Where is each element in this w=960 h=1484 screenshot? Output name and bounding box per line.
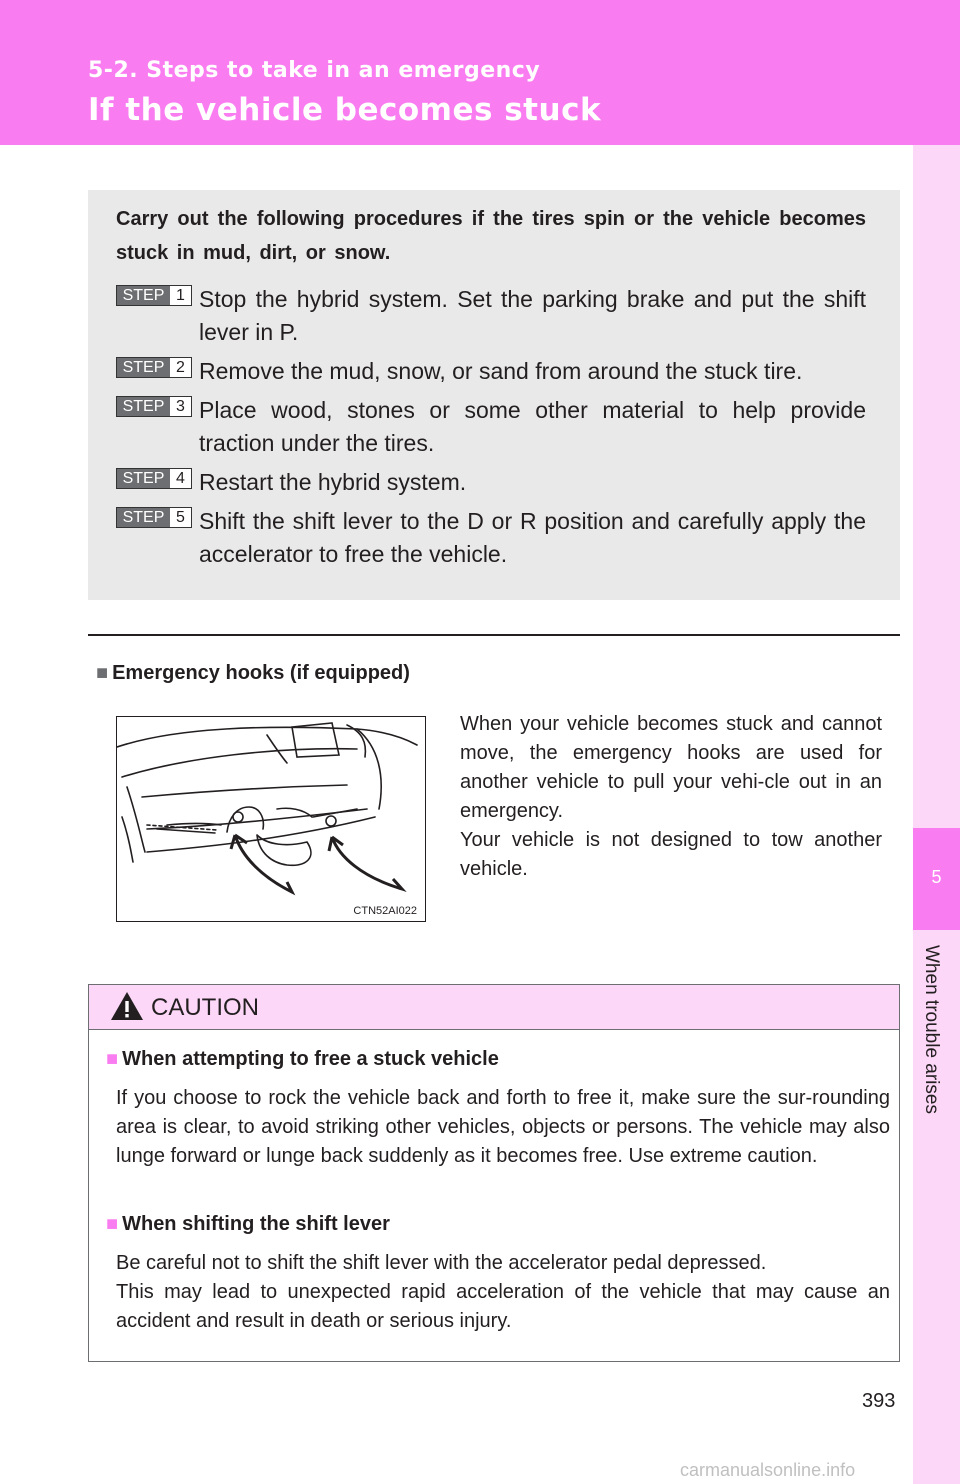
page-title: If the vehicle becomes stuck bbox=[88, 92, 602, 128]
caution-paragraph: Be careful not to shift the shift lever with the accelerator pedal depressed. bbox=[116, 1252, 767, 1274]
page-header bbox=[0, 0, 960, 145]
step-number: 1 bbox=[176, 287, 185, 304]
chapter-title-tab[interactable]: When trouble arises bbox=[921, 945, 942, 1114]
square-bullet-icon: ■ bbox=[96, 662, 109, 684]
step-number: 4 bbox=[176, 470, 185, 487]
emergency-hooks-heading bbox=[96, 662, 410, 685]
warning-triangle-icon bbox=[109, 990, 145, 1022]
caution-header bbox=[89, 985, 899, 1030]
step-4 bbox=[116, 466, 866, 499]
caution-paragraph: If you choose to rock the vehicle back and forth to free it, make sure the sur-rounding area is clear, to avoid striking other vehicles, objects or persons. The vehicle may also lunge forward or lunge back suddenly as it becomes free. Use extreme caution. bbox=[116, 1087, 890, 1167]
step-badge bbox=[116, 285, 192, 306]
caution-item-text bbox=[116, 1249, 890, 1336]
caution-paragraph: This may lead to unexpected rapid acceleration of the vehicle that may cause an accident and result in death or serious injury. bbox=[116, 1281, 890, 1332]
square-bullet-icon: ■ bbox=[106, 1048, 119, 1070]
square-bullet-icon: ■ bbox=[106, 1213, 119, 1235]
emergency-hooks-description bbox=[460, 710, 882, 884]
step-word: STEP bbox=[117, 358, 170, 377]
caution-box bbox=[88, 984, 900, 1362]
emergency-hooks-illustration bbox=[116, 716, 426, 922]
step-word: STEP bbox=[117, 508, 170, 527]
emergency-hooks-heading-text: Emergency hooks (if equipped) bbox=[112, 662, 410, 684]
step-badge bbox=[116, 507, 192, 528]
hooks-paragraph: When your vehicle becomes stuck and cannot move, the emergency hooks are used for another vehicle to pull your vehi-cle out in an emergency. bbox=[460, 713, 882, 822]
step-1 bbox=[116, 283, 866, 349]
caution-title: CAUTION bbox=[151, 994, 259, 1021]
section-label: 5-2. Steps to take in an emergency bbox=[88, 58, 541, 83]
step-text: Restart the hybrid system. bbox=[199, 469, 467, 495]
step-word: STEP bbox=[117, 286, 170, 305]
vehicle-underside-drawing bbox=[117, 717, 425, 921]
caution-item-title bbox=[106, 1048, 499, 1071]
step-badge bbox=[116, 396, 192, 417]
step-text: Remove the mud, snow, or sand from around the stuck tire. bbox=[199, 358, 803, 384]
caution-item-title-text: When attempting to free a stuck vehicle bbox=[122, 1048, 499, 1070]
step-5 bbox=[116, 505, 866, 571]
caution-item-text bbox=[116, 1084, 890, 1171]
watermark: carmanualsonline.info bbox=[680, 1460, 856, 1480]
figure-id: CTN52AI022 bbox=[353, 905, 417, 917]
step-3 bbox=[116, 394, 866, 460]
step-badge bbox=[116, 468, 192, 489]
step-word: STEP bbox=[117, 397, 170, 416]
step-number: 2 bbox=[176, 359, 185, 376]
caution-item-title bbox=[106, 1213, 390, 1236]
step-word: STEP bbox=[117, 469, 170, 488]
step-number: 3 bbox=[176, 398, 185, 415]
hooks-paragraph: Your vehicle is not designed to tow another vehicle. bbox=[460, 829, 882, 880]
step-text: Place wood, stones or some other material to help provide traction under the tires. bbox=[199, 397, 866, 456]
section-divider bbox=[88, 634, 900, 636]
step-number: 5 bbox=[176, 509, 185, 526]
caution-item-title-text: When shifting the shift lever bbox=[122, 1213, 390, 1235]
side-tab-upper bbox=[913, 145, 960, 828]
step-badge bbox=[116, 357, 192, 378]
step-2 bbox=[116, 355, 866, 388]
page-number: 393 bbox=[862, 1390, 896, 1412]
step-text: Shift the shift lever to the D or R position and carefully apply the accelerator to free the vehicle. bbox=[199, 508, 866, 567]
chapter-number-tab[interactable]: 5 bbox=[913, 828, 960, 930]
procedure-intro: Carry out the following procedures if the tires spin or the vehicle becomes stuck in mud, dirt, or snow. bbox=[116, 208, 866, 264]
step-text: Stop the hybrid system. Set the parking brake and put the shift lever in P. bbox=[199, 286, 866, 345]
